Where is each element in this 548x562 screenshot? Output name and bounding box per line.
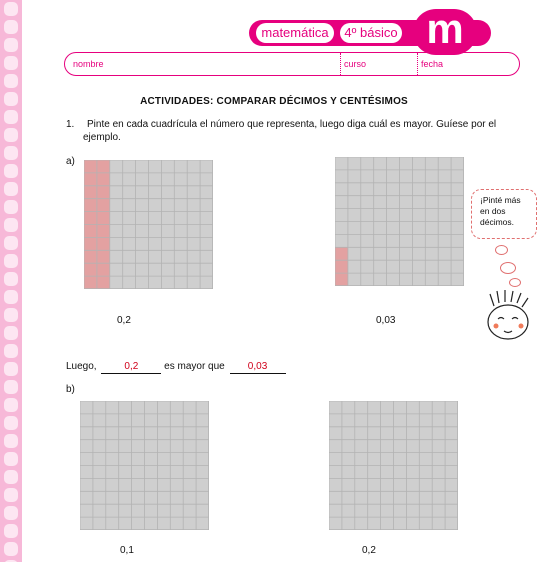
subject-logo: m bbox=[413, 9, 477, 55]
thought-bubble bbox=[471, 189, 537, 239]
bubble-line-3: décimos. bbox=[480, 217, 515, 227]
border-tile bbox=[4, 128, 18, 142]
border-tile bbox=[4, 398, 18, 412]
border-tile bbox=[4, 452, 18, 466]
subject-chip: matemática bbox=[256, 23, 334, 43]
border-tile bbox=[4, 272, 18, 286]
bubble-line-1: ¡Pinté más bbox=[480, 195, 521, 205]
comparison-middle: es mayor que bbox=[164, 361, 225, 372]
thought-dot bbox=[509, 278, 521, 287]
bubble-line-2: en dos bbox=[480, 206, 506, 216]
course-field-label: curso bbox=[344, 59, 367, 69]
border-tile bbox=[4, 524, 18, 538]
border-tile bbox=[4, 56, 18, 70]
border-tile bbox=[4, 2, 18, 16]
activity-title: ACTIVIDADES: COMPARAR DÉCIMOS Y CENTÉSIMOS bbox=[140, 96, 408, 107]
grid-b1-value: 0,1 bbox=[120, 545, 134, 556]
border-tile bbox=[4, 416, 18, 430]
border-tile bbox=[4, 164, 18, 178]
hundred-grid-a1[interactable] bbox=[84, 160, 213, 289]
border-tile bbox=[4, 362, 18, 376]
grid-a1-value: 0,2 bbox=[117, 315, 131, 326]
border-tile bbox=[4, 146, 18, 160]
border-tile bbox=[4, 74, 18, 88]
answer-blank-2[interactable] bbox=[230, 360, 286, 374]
border-tile bbox=[4, 182, 18, 196]
field-separator bbox=[417, 53, 418, 75]
border-tile bbox=[4, 542, 18, 556]
border-tile bbox=[4, 290, 18, 304]
shaded-hundredths bbox=[335, 247, 348, 286]
hundred-grid-b2[interactable] bbox=[329, 401, 458, 530]
border-tile bbox=[4, 470, 18, 484]
thought-dot bbox=[495, 245, 508, 255]
border-tile bbox=[4, 254, 18, 268]
border-tile bbox=[4, 326, 18, 340]
student-info-bar bbox=[64, 52, 520, 76]
comparison-sentence bbox=[66, 360, 286, 374]
name-field-label: nombre bbox=[73, 59, 104, 69]
hundred-grid-a2[interactable] bbox=[335, 157, 464, 286]
field-separator bbox=[340, 53, 341, 75]
instruction-number: 1. bbox=[66, 119, 75, 130]
border-tile bbox=[4, 236, 18, 250]
section-a-label: a) bbox=[66, 156, 75, 167]
answer-blank-1[interactable] bbox=[101, 360, 161, 374]
border-tile bbox=[4, 200, 18, 214]
border-tile bbox=[4, 380, 18, 394]
border-tile bbox=[4, 218, 18, 232]
hundred-grid-b1[interactable] bbox=[80, 401, 209, 530]
decorative-left-border bbox=[0, 0, 22, 562]
border-tile bbox=[4, 308, 18, 322]
border-tile bbox=[4, 20, 18, 34]
thought-dot bbox=[500, 262, 516, 274]
border-tile bbox=[4, 488, 18, 502]
border-tile bbox=[4, 506, 18, 520]
instruction-text: Pinte en cada cuadrícula el número que representa, luego diga cuál es mayor. Guíese por el ejemplo. bbox=[83, 119, 497, 143]
date-field-label: fecha bbox=[421, 59, 444, 69]
answer-2-text: 0,03 bbox=[247, 361, 268, 372]
border-tile bbox=[4, 110, 18, 124]
border-tile bbox=[4, 434, 18, 448]
grid-a2-value: 0,03 bbox=[376, 315, 396, 326]
grid-b2-value: 0,2 bbox=[362, 545, 376, 556]
border-tile bbox=[4, 38, 18, 52]
answer-1-text: 0,2 bbox=[124, 361, 139, 372]
character-face-icon bbox=[484, 290, 534, 342]
comparison-prefix: Luego, bbox=[66, 361, 97, 372]
border-tile bbox=[4, 344, 18, 358]
section-b-label: b) bbox=[66, 384, 75, 395]
level-chip: 4º básico bbox=[340, 23, 402, 43]
